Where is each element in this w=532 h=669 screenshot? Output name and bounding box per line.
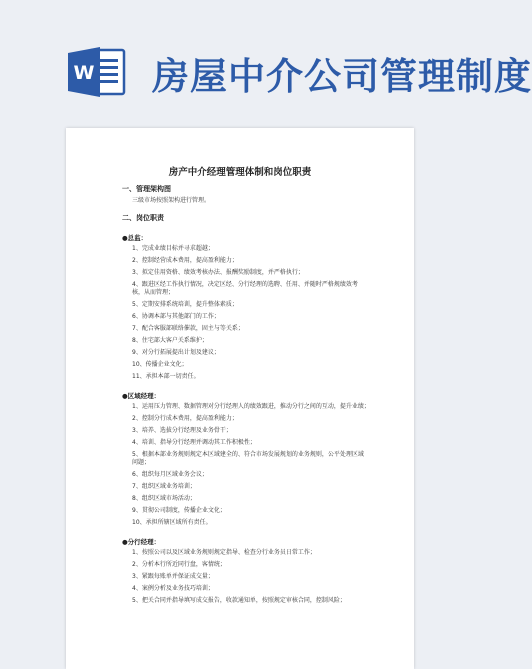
list-item: 7、配合客服部联络催款，固主与等关系；	[132, 325, 244, 332]
list-item: 6、协调本部与其他部门的工作；	[132, 313, 220, 320]
list-item: 3、拟定佳用资格、绩效考核办法、报酬奖励制度，并严格执行；	[132, 269, 304, 276]
list-item: 9、贯彻公司制度，传播企业文化；	[132, 507, 226, 514]
list-item: 4、培训、指导分行经理并调动其工作积极性；	[132, 439, 256, 446]
list-item: 6、组织每月区域业务会议；	[132, 471, 208, 478]
list-item: 9、对分行拓展提出计划及建议；	[132, 349, 220, 356]
list-item: 3、紧跟每账单并保证成交量；	[132, 573, 214, 580]
svg-text:W: W	[73, 62, 95, 84]
list-item: 2、分析本行所近同行盘，客情统；	[132, 561, 226, 568]
banner	[0, 0, 532, 125]
list-item: 2、控制分行成本费用，提高盈利能力；	[132, 415, 238, 422]
list-item: 3、培养、选拔分行经理及业务骨干；	[132, 427, 232, 434]
list-item: 8、组织区域市场活动；	[132, 495, 196, 502]
banner-title: 房屋中介公司管理制度	[152, 55, 532, 98]
paragraph: 三级市场按照架构进行管理。	[132, 197, 211, 204]
word-document-icon	[66, 44, 128, 100]
list-item: 10、传播企业文化；	[132, 361, 188, 368]
list-item: 4、跟进区经工作执行情况，决定区经、分行经理的选聘、任用、并随时严格规绩效考核，从而管理；	[132, 281, 358, 296]
list-item: 11、承担本部一切责任。	[132, 373, 200, 380]
section-heading: 一、管理架构图	[122, 185, 171, 193]
role-heading-gm: ●总监：	[122, 234, 148, 242]
list-item: 1、完成业绩目标并寻求超越；	[132, 245, 214, 252]
role-heading-area: ●区域经理：	[122, 392, 161, 400]
list-item: 5、把关合同并指导填写成交报告，收款通知单，按照规定审核合同，控制风险；	[132, 597, 346, 604]
list-item: 5、根据本部业务规则规定本区域建全的、符合市场发展规划的业务规则，公平处理区域问题；	[132, 451, 364, 466]
document-page	[66, 128, 414, 669]
list-item: 1、按照公司以及区域业务规则规定指导、检查分行业务员日常工作；	[132, 549, 316, 556]
list-item: 2、控制经营成本费用，提高盈利能力；	[132, 257, 238, 264]
list-item: 7、组织区域业务培训；	[132, 483, 196, 490]
list-item: 8、住宅部大客户关系维护；	[132, 337, 208, 344]
list-item: 10、承担所辖区域所有责任。	[132, 519, 212, 526]
list-item: 4、案例分析及业务技巧培训；	[132, 585, 214, 592]
list-item: 1、运用压力管理、数据管理对分行经理人的绩效跟进，推动分行之间的互动，提升业绩；	[132, 403, 370, 410]
document-title: 房产中介经理管理体制和岗位职责	[168, 167, 312, 178]
list-item: 5、定期安排系统培训，提升整体素质；	[132, 301, 238, 308]
section-heading: 二、岗位职责	[122, 214, 164, 222]
role-heading-branch: ●分行经理：	[122, 538, 161, 546]
